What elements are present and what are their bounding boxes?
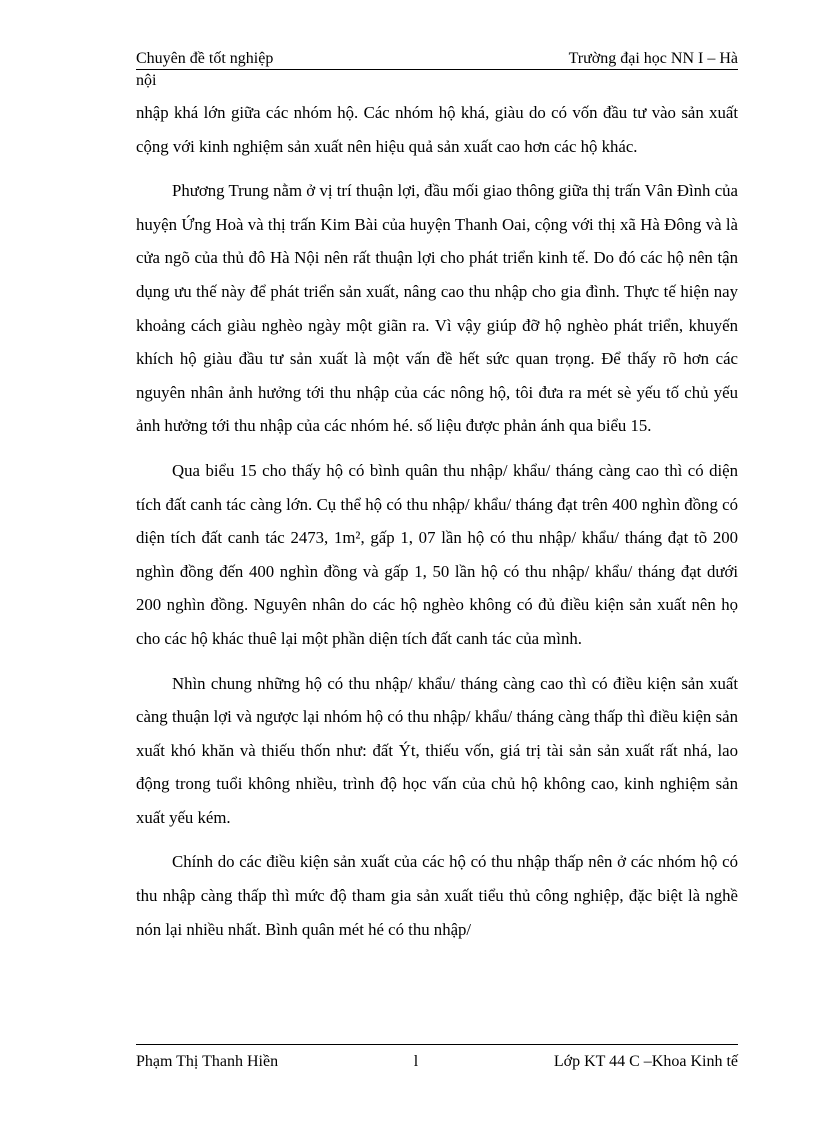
footer-author: Phạm Thị Thanh Hiền bbox=[136, 1053, 279, 1070]
paragraph-4: Nhìn chung những hộ có thu nhập/ khẩu/ tháng càng cao thì có điều kiện sản xuất càng thuận lợi và ngược lại nhóm hộ có thu nhập/ khẩu/ tháng càng thấp thì điều kiện sản xuất khó khăn và thiếu thốn như: đất Ýt, thiếu vốn, giá trị tài sản sản xuất rất nhá, lao động trong tuổi không nhiều, trình độ học vấn của chủ hộ không cao, kinh nghiệm sản xuất yếu kém. bbox=[136, 673, 738, 827]
page-footer bbox=[136, 1044, 738, 1071]
footer-row bbox=[136, 1045, 738, 1071]
header-right-title: Trường đại học NN I – Hà bbox=[568, 50, 738, 67]
paragraph-5: Chính do các điều kiện sản xuất của các hộ có thu nhập thấp nên ở các nhóm hộ có thu nhập càng thấp thì mức độ tham gia sản xuất tiểu thủ công nghiệp, đặc biệt là nghề nón lại nhiều nhất. Bình quân mét hé có thu nhập/ bbox=[136, 852, 738, 939]
footer-class-info: Lớp KT 44 C –Khoa Kinh tế bbox=[553, 1053, 738, 1070]
header-continuation: nội bbox=[136, 72, 157, 89]
header-left-title: Chuyên đề tốt nghiệp bbox=[136, 50, 274, 67]
page-number: l bbox=[413, 1053, 419, 1070]
paragraph-1: nhập khá lớn giữa các nhóm hộ. Các nhóm hộ khá, giàu do có vốn đầu tư vào sản xuất cộng với kinh nghiệm sản xuất nên hiệu quả sản xuất cao hơn các hộ khác. bbox=[136, 103, 738, 156]
document-body bbox=[136, 96, 738, 957]
header-row bbox=[136, 48, 738, 70]
page-header bbox=[136, 48, 738, 92]
paragraph-2: Phương Trung nằm ở vị trí thuận lợi, đầu mối giao thông giữa thị trấn Vân Đình của huyện Ứng Hoà và thị trấn Kim Bài của huyện Thanh Oai, cộng với thị xã Hà Đông và là cửa ngõ của thủ đô Hà Nội nên rất thuận lợi cho phát triển kinh tế. Do đó các hộ nên tận dụng ưu thế này để phát triển sản xuất, nâng cao thu nhập cho gia đình. Thực tế hiện nay khoảng cách giàu nghèo ngày một giãn ra. Vì vậy giúp đỡ hộ nghèo phát triển, khuyến khích hộ giàu đầu tư sản xuất là một vấn đề hết sức quan trọng. Để thấy rõ hơn các nguyên nhân ảnh hưởng tới thu nhập của các nông hộ, tôi đưa ra mét sè yếu tố chủ yếu ảnh hưởng tới thu nhập của các nhóm hé. số liệu được phản ánh qua biểu 15. bbox=[136, 181, 738, 436]
paragraph-3: Qua biểu 15 cho thấy hộ có bình quân thu nhập/ khẩu/ tháng càng cao thì có diện tích đất canh tác càng lớn. Cụ thể hộ có thu nhập/ khẩu/ tháng đạt trên 400 nghìn đồng có diện tích đất canh tác 2473, 1m², gấp 1, 07 lần hộ có thu nhập/ khẩu/ tháng đạt tõ 200 nghìn đồng đến 400 nghìn đồng và gấp 1, 50 lần hộ có thu nhập/ khẩu/ tháng đạt dưới 200 nghìn đồng. Nguyên nhân do các hộ nghèo không có đủ điều kiện sản xuất nên họ cho các hộ khác thuê lại một phần diện tích đất canh tác của mình. bbox=[136, 460, 738, 648]
